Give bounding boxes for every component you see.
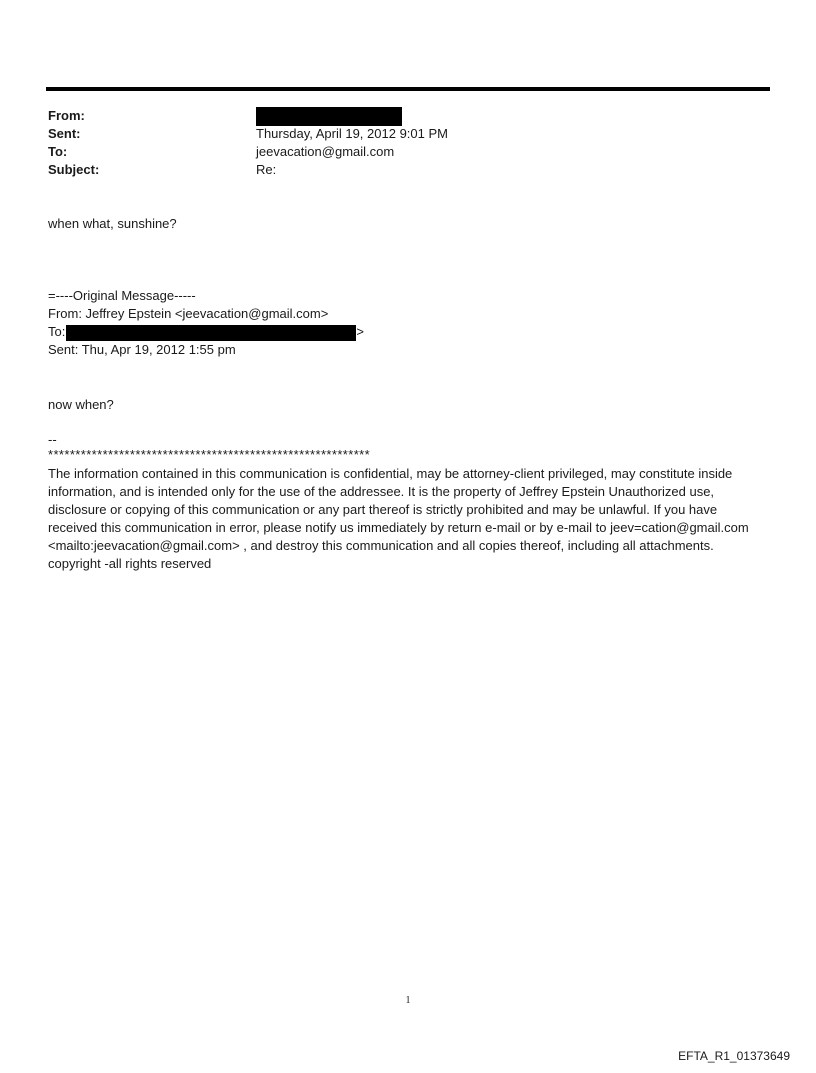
page-number: 1 [405,995,411,1006]
original-sent: Sent: Thu, Apr 19, 2012 1:55 pm [48,342,236,357]
original-divider: =----Original Message----- [48,288,196,303]
confidentiality-disclaimer: The information contained in this communication is confidential, may be attorney-client privileged, may constitute inside information, and is intended only for the use of the addressee. It is the property of Jeffrey Epstein Unauthorized use, disclosure or copying of this communication or any part thereof is strictly prohibited and may be unlawful. If you have received this communication in error, please notify us immediately by return e-mail or by e-mail to jeev=cation@gmail.com <mailto:jeevacation@gmail.com> , and destroy this communication and all copies thereof, including all attachments. copyright -all rights reserved [48,466,749,571]
to-label: To: [48,144,68,159]
sent-value: Thursday, April 19, 2012 9:01 PM [256,126,448,141]
signature-dashes: -- [48,432,57,447]
header-rule [46,87,770,91]
document-id: EFTA_R1_01373649 [678,1049,790,1063]
to-value: jeevacation@gmail.com [256,144,395,159]
subject-label: Subject: [48,162,100,177]
original-from: From: Jeffrey Epstein <jeevacation@gmail.com> [48,306,329,321]
from-label: From: [48,108,85,123]
original-message: now when? [48,397,114,412]
subject-value: Re: [256,162,277,177]
redacted-recipient [66,325,356,341]
redacted-sender [256,107,402,126]
sent-label: Sent: [48,126,81,141]
original-to-prefix: To: [48,324,66,339]
reply-text: when what, sunshine? [48,216,177,231]
original-to [48,323,364,341]
signature-stars: *********************************************************** [48,447,371,462]
original-to-suffix: > [356,324,364,339]
